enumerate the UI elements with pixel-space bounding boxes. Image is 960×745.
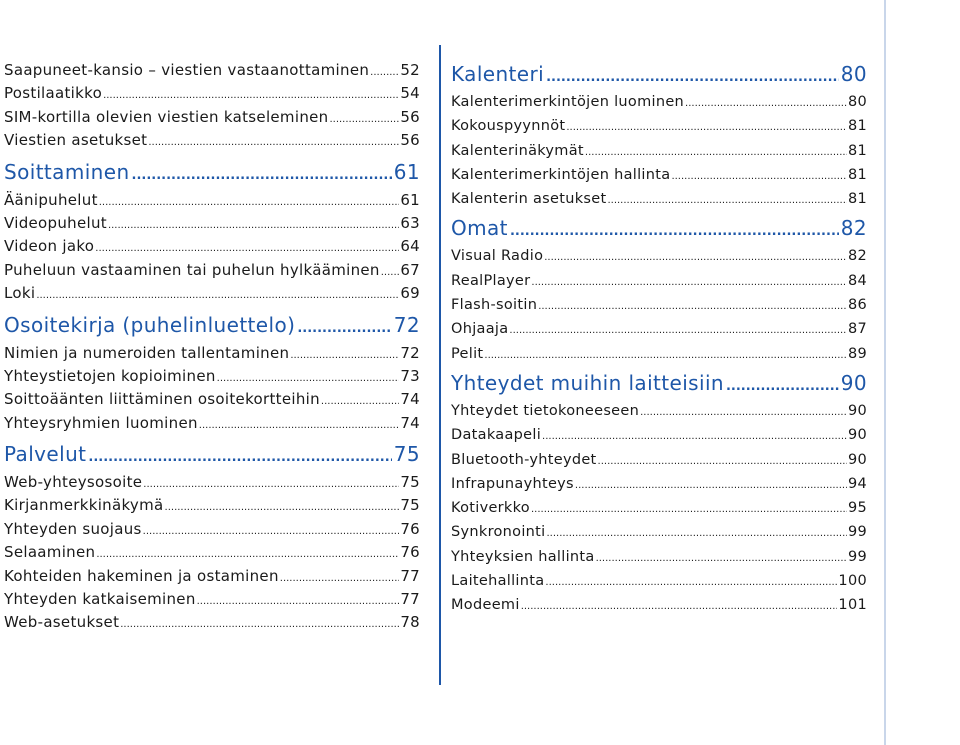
toc-entry-page: 64: [400, 237, 420, 256]
toc-entry[interactable]: [4, 235, 420, 258]
toc-entry-page: 81: [847, 142, 867, 159]
toc-heading-title: Soittaminen: [4, 159, 130, 184]
toc-entry[interactable]: [451, 496, 867, 520]
toc-heading-page: 72: [393, 312, 420, 337]
toc-leader-dots: [545, 571, 837, 595]
toc-leader-dots: [607, 189, 846, 213]
toc-entry-title: Videon jako: [4, 237, 95, 256]
toc-heading-title: Osoitekirja (puhelinluettelo): [4, 312, 296, 337]
toc-heading-page: 82: [840, 216, 867, 241]
toc-entry-title: Kohteiden hakeminen ja ostaminen: [4, 566, 279, 585]
toc-heading-page: 80: [840, 62, 867, 86]
toc-section-heading[interactable]: [4, 439, 420, 469]
toc-entry-page: 81: [847, 166, 867, 183]
toc-entry[interactable]: [451, 139, 867, 163]
toc-leader-dots: [143, 520, 400, 543]
toc-entry-title: Flash-soitin: [451, 297, 538, 314]
toc-entry-page: 90: [847, 451, 867, 468]
toc-entry[interactable]: [4, 82, 420, 105]
toc-entry-page: 67: [400, 260, 420, 279]
toc-entry-title: Bluetooth-yhteydet: [451, 451, 597, 468]
toc-entry[interactable]: [451, 163, 867, 187]
toc-entry-title: Kalenterinäkymät: [451, 142, 584, 159]
page-edge-bar: [884, 0, 960, 745]
toc-entry-page: 84: [847, 272, 867, 289]
toc-entry-title: Ohjaaja: [451, 321, 509, 338]
toc-leader-dots: [199, 414, 400, 437]
toc-leader-dots: [544, 246, 847, 270]
toc-heading-title: Yhteydet muihin laitteisiin: [451, 370, 724, 395]
toc-entry[interactable]: [451, 545, 867, 569]
toc-entry[interactable]: [4, 412, 420, 435]
toc-entry[interactable]: [4, 342, 420, 365]
toc-leader-dots: [197, 590, 400, 613]
toc-entry-page: 80: [847, 94, 867, 110]
toc-leader-dots: [585, 141, 847, 165]
toc-section-heading[interactable]: [451, 59, 867, 89]
toc-entry-title: Yhteystietojen kopioiminen: [4, 366, 216, 385]
toc-leader-dots: [103, 84, 399, 107]
toc-entry-title: Loki: [4, 284, 36, 303]
toc-entry[interactable]: [451, 90, 867, 114]
toc-entry-page: 61: [400, 190, 420, 209]
toc-leader-dots: [143, 473, 399, 496]
toc-entry[interactable]: [4, 565, 420, 588]
toc-leader-dots: [329, 108, 399, 131]
toc-entry-title: Videopuhelut: [4, 213, 107, 232]
toc-leader-dots: [596, 547, 847, 571]
toc-entry-page: 81: [847, 118, 867, 135]
column-divider: [439, 45, 441, 685]
toc-entry[interactable]: [4, 106, 420, 129]
toc-entry-title: Synkronointi: [451, 524, 546, 541]
toc-entry-page: 56: [400, 131, 420, 150]
toc-leader-dots: [484, 344, 847, 368]
toc-entry-title: Web-asetukset: [4, 613, 120, 632]
toc-leader-dots: [531, 271, 847, 295]
toc-entry[interactable]: [451, 187, 867, 211]
toc-leader-dots: [510, 217, 839, 247]
toc-entry[interactable]: [4, 541, 420, 564]
toc-entry[interactable]: [4, 588, 420, 611]
toc-entry-title: Äänipuhelut: [4, 190, 98, 209]
toc-leader-dots: [370, 61, 399, 84]
toc-entry-page: 77: [400, 566, 420, 585]
toc-heading-page: 90: [840, 370, 867, 395]
toc-entry-page: 90: [847, 427, 867, 444]
toc-leader-dots: [640, 401, 847, 425]
toc-leader-dots: [381, 261, 400, 284]
toc-entry[interactable]: [4, 189, 420, 212]
toc-entry-title: Kalenterimerkintöjen luominen: [451, 94, 685, 110]
toc-right-column: [451, 59, 867, 618]
toc-leader-dots: [542, 425, 847, 449]
toc-leader-dots: [566, 116, 847, 140]
toc-entry-title: Postilaatikko: [4, 84, 103, 103]
toc-leader-dots: [321, 390, 399, 413]
toc-leader-dots: [280, 567, 400, 590]
toc-entry-title: Yhteyden suojaus: [4, 519, 142, 538]
toc-leader-dots: [509, 319, 847, 343]
toc-entry-page: 76: [400, 519, 420, 538]
toc-entry[interactable]: [4, 388, 420, 411]
toc-entry-title: Selaaminen: [4, 543, 96, 562]
toc-entry-title: Modeemi: [451, 597, 520, 614]
toc-left-column: [4, 59, 420, 635]
toc-entry-title: Kirjanmerkkinäkymä: [4, 496, 164, 515]
toc-entry-page: 99: [847, 524, 867, 541]
toc-entry-page: 86: [847, 297, 867, 314]
toc-entry-title: Web-yhteysosoite: [4, 473, 143, 492]
toc-entry-title: Puheluun vastaaminen tai puhelun hylkääminen: [4, 260, 380, 279]
toc-entry-page: 74: [400, 413, 420, 432]
toc-entry-title: Soittoäänten liittäminen osoitekortteihin: [4, 390, 320, 409]
toc-leader-dots: [598, 450, 847, 474]
toc-entry[interactable]: [4, 365, 420, 388]
toc-heading-title: Omat: [451, 216, 508, 241]
toc-leader-dots: [297, 314, 391, 344]
toc-section-heading[interactable]: [4, 157, 420, 187]
toc-leader-dots: [575, 474, 847, 498]
toc-entry-title: Nimien ja numeroiden tallentaminen: [4, 343, 290, 362]
toc-leader-dots: [290, 344, 399, 367]
toc-entry-title: Kalenterimerkintöjen hallinta: [451, 166, 671, 183]
toc-entry-page: 90: [847, 402, 867, 419]
toc-entry[interactable]: [4, 259, 420, 282]
toc-entry[interactable]: [4, 212, 420, 235]
toc-entry-title: Viestien asetukset: [4, 131, 148, 150]
toc-leader-dots: [546, 63, 839, 93]
toc-entry-page: 87: [847, 321, 867, 338]
toc-entry-page: 56: [400, 107, 420, 126]
toc-leader-dots: [132, 161, 392, 191]
toc-entry-title: Yhteyksien hallinta: [451, 548, 595, 565]
toc-entry[interactable]: [4, 59, 420, 82]
toc-leader-dots: [165, 496, 400, 519]
toc-leader-dots: [521, 595, 838, 619]
toc-entry-page: 73: [400, 366, 420, 385]
toc-heading-title: Kalenteri: [451, 62, 545, 86]
toc-entry[interactable]: [451, 244, 867, 268]
toc-entry-title: Datakaapeli: [451, 427, 542, 444]
toc-entry[interactable]: [451, 114, 867, 138]
toc-leader-dots: [96, 543, 399, 566]
toc-leader-dots: [531, 498, 847, 522]
toc-entry[interactable]: [451, 423, 867, 447]
toc-entry-page: 100: [838, 573, 867, 590]
toc-entry-page: 52: [400, 61, 420, 79]
toc-entry-title: Yhteyden katkaiseminen: [4, 590, 196, 609]
toc-entry-page: 81: [847, 191, 867, 208]
toc-entry[interactable]: [451, 448, 867, 472]
toc-entry-page: 75: [400, 473, 420, 492]
toc-leader-dots: [671, 165, 847, 189]
toc-entry-page: 54: [400, 84, 420, 103]
toc-entry[interactable]: [4, 611, 420, 634]
toc-leader-dots: [108, 214, 399, 237]
toc-entry-page: 101: [838, 597, 867, 614]
toc-entry[interactable]: [451, 317, 867, 341]
toc-entry-page: 89: [847, 345, 867, 362]
toc-entry[interactable]: [451, 269, 867, 293]
toc-entry-title: Laitehallinta: [451, 573, 545, 590]
toc-entry[interactable]: [4, 494, 420, 517]
toc-heading-page: 75: [393, 442, 420, 467]
toc-entry-title: Pelit: [451, 345, 484, 362]
toc-entry[interactable]: [451, 569, 867, 593]
toc-entry[interactable]: [4, 129, 420, 152]
toc-entry-page: 74: [400, 390, 420, 409]
toc-entry[interactable]: [4, 518, 420, 541]
toc-leader-dots: [95, 237, 399, 260]
toc-entry-title: Infrapunayhteys: [451, 475, 574, 492]
toc-entry-title: RealPlayer: [451, 272, 531, 289]
toc-entry-page: 82: [847, 248, 867, 265]
toc-entry-page: 77: [400, 590, 420, 609]
toc-heading-page: 61: [393, 159, 420, 184]
toc-leader-dots: [546, 522, 846, 546]
toc-entry[interactable]: [451, 399, 867, 423]
toc-entry-title: Yhteydet tietokoneeseen: [451, 402, 640, 419]
toc-entry-title: Kotiverkko: [451, 500, 530, 517]
toc-entry-title: Kokouspyynnöt: [451, 118, 566, 135]
toc-entry[interactable]: [451, 293, 867, 317]
toc-entry-page: 63: [400, 213, 420, 232]
toc-entry[interactable]: [451, 593, 867, 617]
toc-entry-page: 76: [400, 543, 420, 562]
toc-leader-dots: [726, 372, 839, 402]
toc-entry-page: 72: [400, 343, 420, 362]
toc-leader-dots: [538, 295, 847, 319]
toc-leader-dots: [88, 443, 391, 473]
toc-leader-dots: [99, 191, 400, 214]
toc-heading-title: Palvelut: [4, 442, 87, 467]
toc-entry[interactable]: [451, 520, 867, 544]
toc-entry-page: 78: [400, 613, 420, 632]
toc-entry-title: SIM-kortilla olevien viestien katseleminen: [4, 107, 329, 126]
toc-leader-dots: [685, 92, 847, 116]
toc-section-heading[interactable]: [451, 368, 867, 398]
toc-leader-dots: [120, 613, 399, 636]
toc-entry-title: Kalenterin asetukset: [451, 191, 607, 208]
toc-entry-title: Yhteysryhmien luominen: [4, 413, 198, 432]
toc-entry-page: 69: [400, 284, 420, 303]
toc-leader-dots: [217, 367, 400, 390]
toc-entry[interactable]: [4, 471, 420, 494]
toc-entry[interactable]: [451, 472, 867, 496]
toc-entry-page: 94: [847, 475, 867, 492]
toc-entry-title: Visual Radio: [451, 248, 544, 265]
toc-entry-title: Saapuneet-kansio – viestien vastaanottaminen: [4, 61, 370, 79]
toc-leader-dots: [36, 284, 399, 307]
toc-entry[interactable]: [451, 342, 867, 366]
toc-section-heading[interactable]: [451, 213, 867, 243]
toc-entry[interactable]: [4, 282, 420, 305]
toc-leader-dots: [148, 131, 399, 154]
toc-section-heading[interactable]: [4, 310, 420, 340]
toc-entry-page: 75: [400, 496, 420, 515]
toc-entry-page: 99: [847, 548, 867, 565]
toc-entry-page: 95: [847, 500, 867, 517]
